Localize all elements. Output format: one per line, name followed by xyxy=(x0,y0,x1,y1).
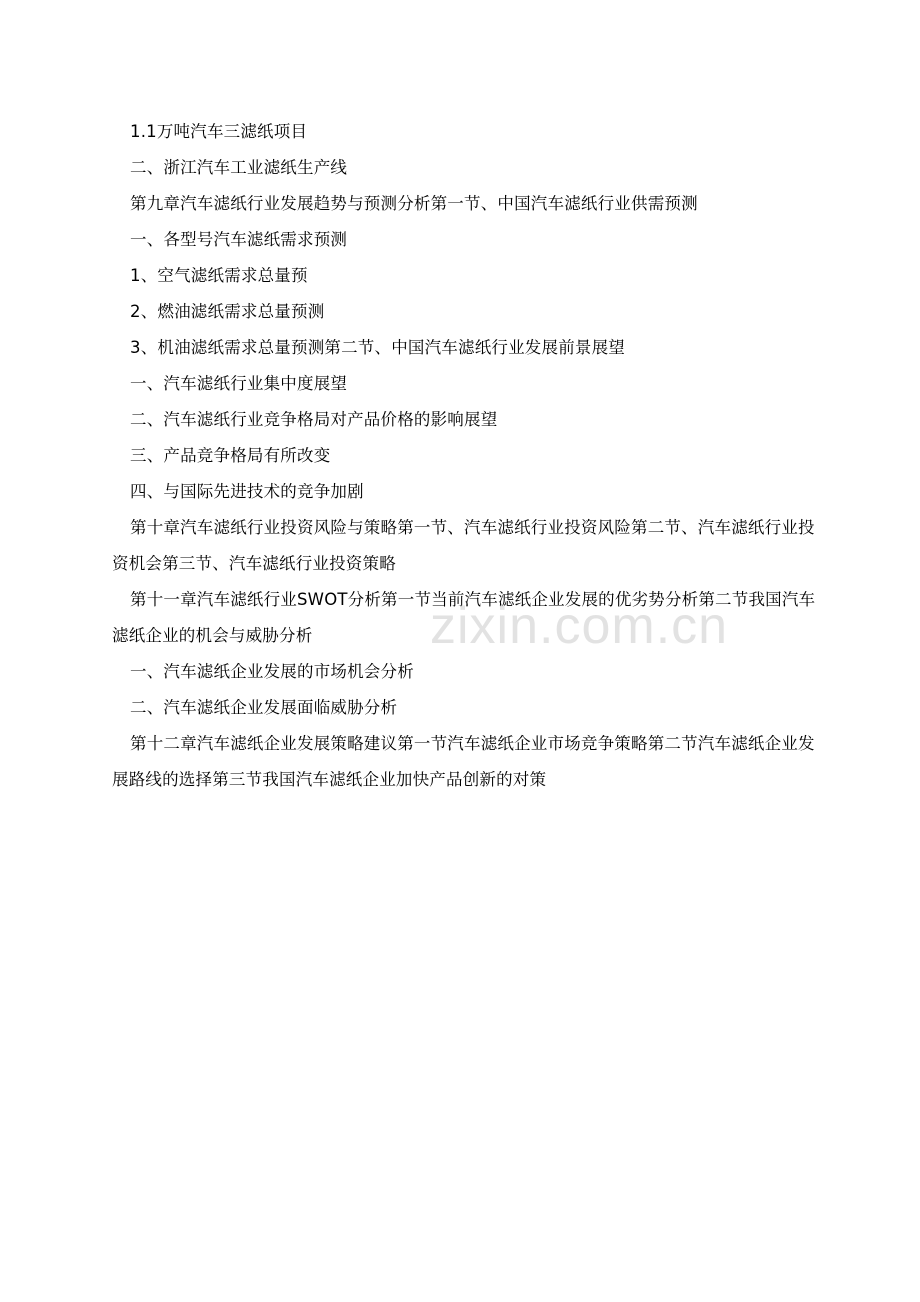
paragraph-11: 四、与国际先进技术的竞争加剧 xyxy=(130,482,364,501)
document-body xyxy=(112,114,822,798)
paragraph-2: 二、浙江汽车工业滤纸生产线 xyxy=(130,158,348,177)
paragraph-12: 第十章汽车滤纸行业投资风险与策略第一节、汽车滤纸行业投资风险第二节、汽车滤纸行业投资机会第三节、汽车滤纸行业投资策略 xyxy=(112,518,815,573)
paragraph-8: 一、汽车滤纸行业集中度展望 xyxy=(130,374,348,393)
paragraph-3: 第九章汽车滤纸行业发展趋势与预测分析第一节、中国汽车滤纸行业供需预测 xyxy=(130,194,698,213)
paragraph-6: 2、燃油滤纸需求总量预测 xyxy=(130,302,325,321)
paragraph-13: 第十一章汽车滤纸行业SWOT分析第一节当前汽车滤纸企业发展的优劣势分析第二节我国汽车滤纸企业的机会与威胁分析 xyxy=(112,590,816,645)
paragraph-14: 一、汽车滤纸企业发展的市场机会分析 xyxy=(130,662,414,681)
paragraph-4: 一、各型号汽车滤纸需求预测 xyxy=(130,230,348,249)
paragraph-16: 第十二章汽车滤纸企业发展策略建议第一节汽车滤纸企业市场竞争策略第二节汽车滤纸企业发展路线的选择第三节我国汽车滤纸企业加快产品创新的对策 xyxy=(112,734,815,789)
paragraph-7: 3、机油滤纸需求总量预测第二节、中国汽车滤纸行业发展前景展望 xyxy=(130,338,625,357)
paragraph-1: 1.1万吨汽车三滤纸项目 xyxy=(130,122,308,141)
paragraph-5: 1、空气滤纸需求总量预 xyxy=(130,266,308,285)
watermark-text: zixin.com.cn xyxy=(430,597,729,655)
paragraph-15: 二、汽车滤纸企业发展面临威胁分析 xyxy=(130,698,398,717)
paragraph-10: 三、产品竞争格局有所改变 xyxy=(130,446,331,465)
paragraph-9: 二、汽车滤纸行业竞争格局对产品价格的影响展望 xyxy=(130,410,498,429)
